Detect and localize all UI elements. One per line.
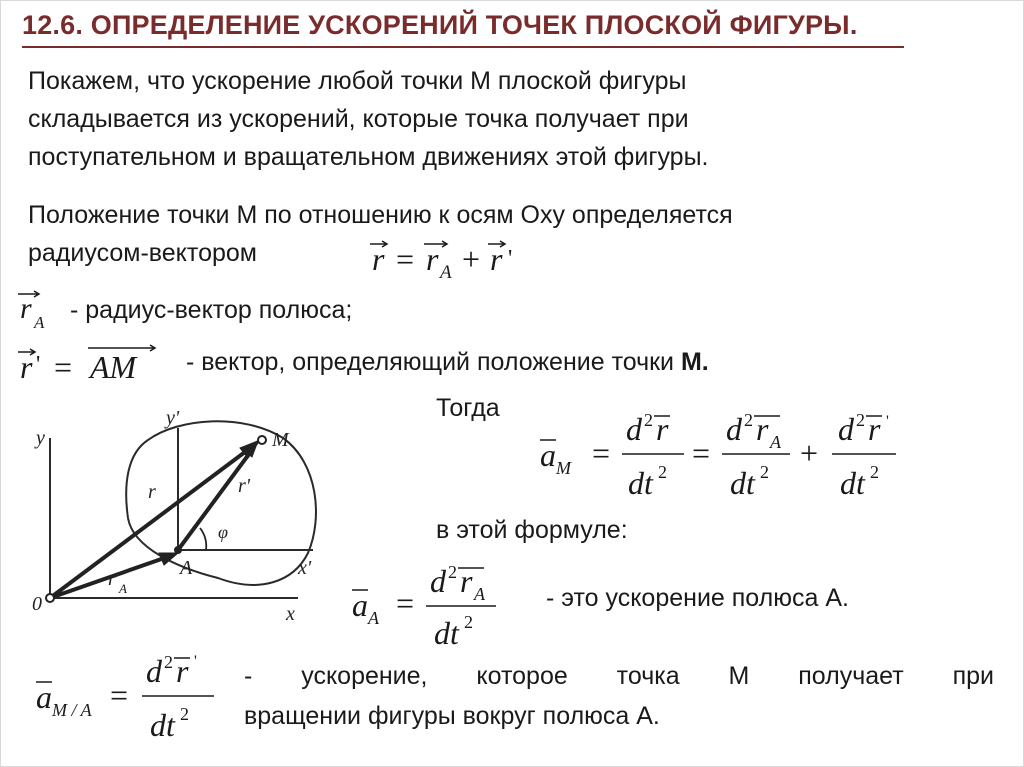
svg-text:2: 2 (180, 704, 189, 724)
text-togda: Тогда (436, 394, 500, 422)
svg-text:d: d (146, 653, 162, 689)
svg-text:d: d (726, 411, 742, 447)
label-m: M (272, 429, 289, 451)
svg-text:': ' (508, 246, 513, 272)
svg-text:=: = (396, 585, 415, 621)
svg-text:A: A (368, 608, 379, 628)
svg-text:r: r (176, 653, 189, 689)
svg-text:+: + (800, 435, 819, 471)
svg-text:dt: dt (840, 465, 865, 501)
svg-text:dt: dt (628, 465, 653, 501)
svg-text:2: 2 (856, 410, 865, 430)
title-underline (22, 46, 904, 48)
intro-line-3: поступательном и вращательном движениях этой фигуры. (28, 143, 709, 171)
svg-text:A: A (440, 262, 452, 282)
label-a: A (180, 557, 193, 579)
position-line-2: радиусом-вектором (28, 239, 257, 267)
def-r-prime (186, 348, 709, 377)
label-x-prime: x' (298, 557, 312, 579)
label-y: y (36, 427, 45, 449)
svg-text:A: A (34, 313, 45, 332)
svg-text:2: 2 (658, 462, 667, 482)
svg-text:=: = (54, 349, 73, 385)
label-o: 0 (32, 593, 42, 615)
svg-text:2: 2 (744, 410, 753, 430)
label-phi: φ (218, 522, 228, 542)
position-line-1: Положение точки М по отношению к осям Оxy определяется (28, 201, 733, 229)
formula-r-sum (366, 236, 556, 282)
svg-text:r: r (490, 241, 503, 277)
svg-text:2: 2 (644, 410, 653, 430)
intro-paragraph (28, 62, 1008, 176)
svg-text:2: 2 (164, 652, 173, 672)
plane-figure-diagram (28, 398, 328, 623)
intro-line-1: Покажем, что ускорение любой точки М плоской фигуры (28, 67, 687, 95)
def-r-prime-point: М. (680, 348, 709, 376)
svg-text:': ' (36, 352, 41, 378)
svg-text:dt: dt (730, 465, 755, 501)
svg-text:=: = (396, 241, 415, 277)
svg-text:2: 2 (464, 612, 473, 632)
formula-a-A (346, 560, 516, 654)
svg-text:r: r (426, 241, 439, 277)
svg-text:=: = (110, 677, 129, 713)
svg-text:a: a (540, 437, 556, 473)
page-title: 12.6. ОПРЕДЕЛЕНИЕ УСКОРЕНИЙ ТОЧЕК ПЛОСКОЙ ФИГУРЫ. (22, 10, 858, 40)
label-y-prime: y' (166, 407, 180, 429)
svg-text:r: r (20, 349, 33, 385)
svg-text:dt: dt (434, 615, 459, 651)
svg-text:AM: AM (90, 349, 137, 385)
symbol-r-A (14, 288, 66, 334)
svg-text:r: r (372, 241, 385, 277)
def-r-prime-text: - вектор, определяющий положение точки (186, 348, 675, 376)
svg-text:': ' (194, 653, 197, 670)
label-r-prime: r' (238, 475, 251, 497)
svg-text:2: 2 (760, 462, 769, 482)
svg-text:2: 2 (448, 562, 457, 582)
svg-text:r: r (756, 411, 769, 447)
svg-text:': ' (886, 413, 889, 430)
text-aA-desc: - это ускорение полюса А. (546, 584, 849, 612)
svg-text:d: d (838, 411, 854, 447)
intro-line-2: складывается из ускорений, которые точка получает при (28, 105, 689, 133)
svg-text:A: A (770, 432, 781, 452)
label-r-a-sub: A (119, 581, 127, 596)
aMA-line-1: - ускорение, которое точка М получает при (244, 662, 994, 690)
svg-text:dt: dt (150, 707, 175, 743)
svg-text:a: a (352, 587, 368, 623)
text-v-etoy-formule: в этой формуле: (436, 516, 628, 544)
svg-text:r: r (460, 563, 473, 599)
svg-text:a: a (36, 679, 52, 715)
svg-text:M / A: M / A (52, 700, 92, 720)
svg-text:d: d (430, 563, 446, 599)
label-r: r (148, 481, 156, 503)
svg-text:=: = (592, 435, 611, 471)
text-aMA-desc-line-1 (244, 662, 994, 691)
label-x: x (286, 603, 295, 623)
text-aMA-desc-line-2: вращении фигуры вокруг полюса А. (244, 702, 660, 730)
svg-text:r: r (656, 411, 669, 447)
label-r-a: r (108, 568, 116, 590)
svg-text:M: M (556, 458, 571, 478)
svg-text:r: r (868, 411, 881, 447)
svg-text:d: d (626, 411, 642, 447)
svg-text:+: + (462, 241, 481, 277)
svg-text:=: = (692, 435, 711, 471)
svg-text:2: 2 (870, 462, 879, 482)
svg-text:r: r (20, 292, 32, 325)
formula-a-M (534, 404, 954, 508)
formula-r-prime (14, 340, 164, 388)
formula-a-MA (30, 650, 226, 750)
svg-text:A: A (474, 584, 485, 604)
def-r-A: - радиус-вектор полюса; (70, 296, 353, 324)
